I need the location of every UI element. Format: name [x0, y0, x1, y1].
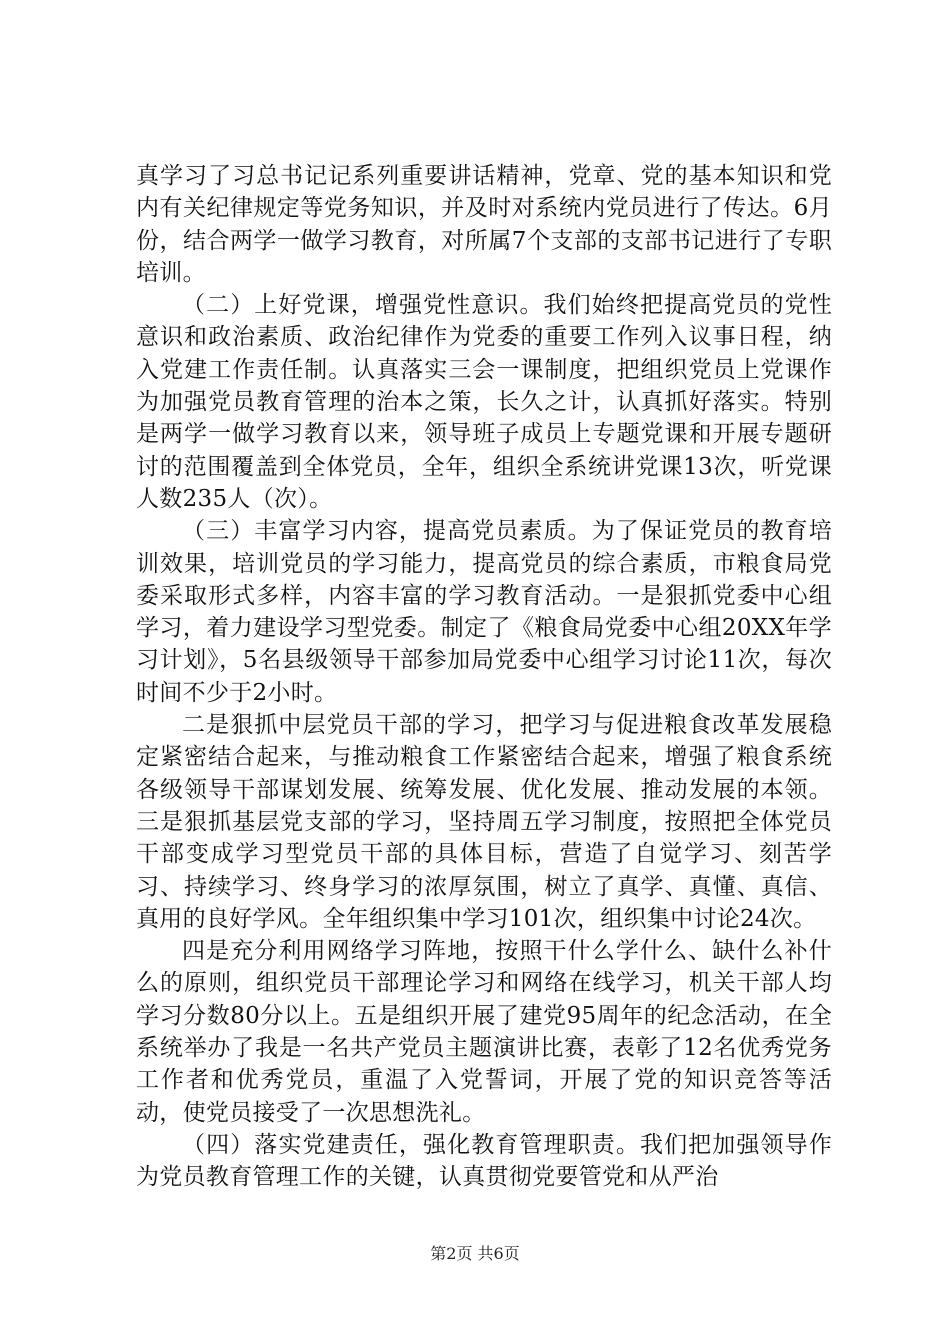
paragraph-1: 真学习了习总书记记系列重要讲话精神，党章、党的基本知识和党内有关纪律规定等党务知识，并及时对系统内党员进行了传达。6月份，结合两学一做学习教育，对所属7个支部的支部书记进行了专职培训。: [136, 163, 832, 286]
paragraph-5: 四是充分利用网络学习阵地，按照干什么学什么、缺什么补什么的原则，组织党员干部理论学习和网络在线学习，机关干部人均学习分数80分以上。五是组织开展了建党95周年的纪念活动，在全系统举办了我是一名共产党员主题演讲比赛，表彰了12名优秀党务工作者和优秀党员，重温了入党誓词，开展了党的知识竞答等活动，使党员接受了一次思想洗礼。: [136, 938, 832, 1126]
paragraph-3: （三）丰富学习内容，提高党员素质。为了保证党员的教育培训效果，培训党员的学习能力，提高党员的综合素质，市粮食局党委采取形式多样，内容丰富的学习教育活动。一是狠抓党委中心组学习，着力建设学习型党委。制定了《粮食局党委中心组20XX年学习计划》，5名县级领导干部参加局党委中心组学习讨论11次，每次时间不少于2小时。: [136, 518, 832, 706]
paragraph-2: （二）上好党课，增强党性意识。我们始终把提高党员的党性意识和政治素质、政治纪律作为党委的重要工作列入议事日程，纳入党建工作责任制。认真落实三会一课制度，把组织党员上党课作为加强党员教育管理的治本之策，长久之计，认真抓好落实。特别是两学一做学习教育以来，领导班子成员上专题党课和开展专题研讨的范围覆盖到全体党员，全年，组织全系统讲党课13次，听党课人数235人（次）。: [136, 292, 832, 512]
paragraph-4: 二是狠抓中层党员干部的学习，把学习与促进粮食改革发展稳定紧密结合起来，与推动粮食工作紧密结合起来，增强了粮食系统各级领导干部谋划发展、统筹发展、优化发展、推动发展的本领。三是狠抓基层党支部的学习，坚持周五学习制度，按照把全体党员干部变成学习型党员干部的具体目标，营造了自觉学习、刻苦学习、持续学习、终身学习的浓厚氛围，树立了真学、真懂、真信、真用的良好学风。全年组织集中学习101次，组织集中讨论24次。: [136, 712, 832, 932]
paragraph-6: （四）落实党建责任，强化教育管理职责。我们把加强领导作为党员教育管理工作的关键，认真贯彻党要管党和从严治: [136, 1131, 832, 1191]
page-number-footer: 第2页 共6页: [430, 1244, 520, 1263]
document-body: [136, 160, 832, 1194]
